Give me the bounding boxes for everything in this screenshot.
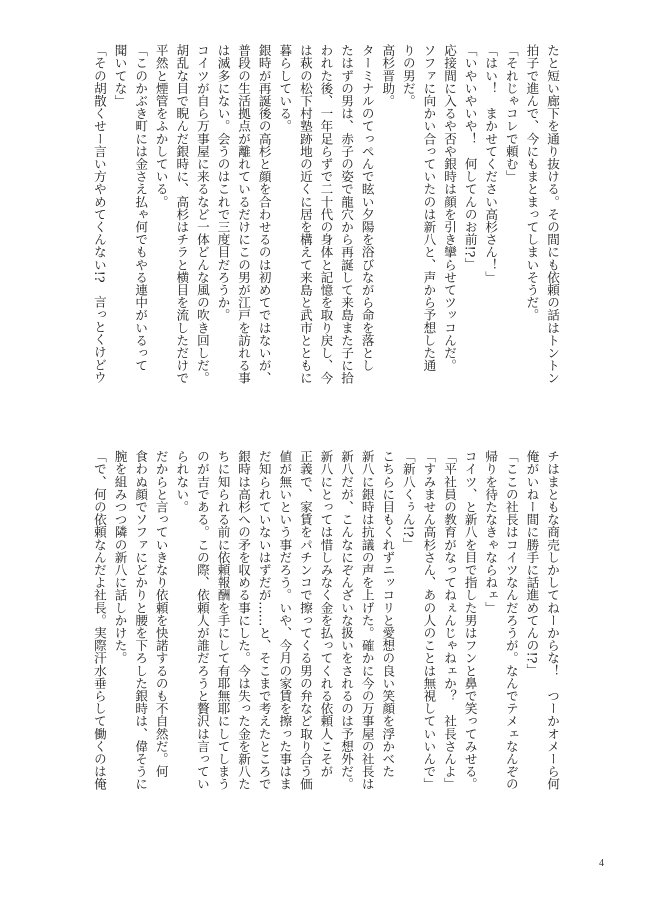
text-line: 銀時が再誕後の高杉と顔を合わせるのは初めてではないが、 [256, 44, 272, 385]
text-line: 値が無いという事だろう。いや、今月の家賃を擦った事はま [277, 450, 293, 791]
text-line: 銀時は高杉への矛を収める事にした。今は失った金を新八た [236, 450, 252, 791]
text-line: 腕を組みつつ隣の新八に話しかけた。 [112, 450, 128, 665]
text-line: だ知られていないはずだが……と、そこまで考えたところで [256, 450, 272, 791]
text-line: 高杉晋助。 [380, 44, 396, 107]
text-line: チはまともな商売しかしてねーからな！ つーかオメーら何 [545, 450, 560, 791]
page-number: 4 [599, 858, 604, 869]
text-line: だからと言っていきなり依頼を快諾するのも不自然だ。何 [153, 450, 169, 778]
text-line: られない。 [174, 450, 190, 513]
text-line: ちに知られる前に依頼報酬を手にして有耶無耶にしてしまう [215, 450, 231, 791]
text-line: コイツ、と新八を目で指した男はフンと鼻で笑ってみせる。 [462, 450, 478, 791]
text-line: 拍子で進んで、今にもまとまってしまいそうだ。 [524, 44, 540, 322]
text-line: 帰りを待たなきゃならねェ」 [483, 450, 499, 614]
text-line: 「平社員の教育がなってねぇんじゃねェか？ 社長さんよ」 [442, 450, 458, 791]
text-line: ターミナルのてっぺんで眩い夕陽を浴びながら命を落とし [359, 44, 375, 372]
text-line: ソファに向かい合っていたのは新八と、声から予想した通 [421, 44, 437, 372]
upper-text-block [22, 44, 562, 449]
text-line: 新八に銀時は抗議の声を上げた。確かに今の万事屋の社長は [359, 450, 375, 791]
text-line: 「いやいやいや！ 何してんのお前!?」 [462, 44, 478, 271]
text-line: たはずの男は、赤子の姿で龍穴から再誕して来島また子に拾 [339, 44, 355, 385]
text-line: たと短い廊下を通り抜ける。その間にも依頼の話はトントン [545, 44, 560, 385]
text-line: のが吉である。この際、依頼人が誰だろうと贅沢は言ってい [194, 450, 210, 791]
text-line: 暮らしている。 [277, 44, 293, 133]
lower-text-block [22, 450, 562, 853]
text-line: 「はい！ まかせてください高杉さん！」 [483, 44, 499, 284]
text-line: コイツが自ら万事屋に来るなど一体どんな風の吹き回しだ。 [194, 44, 210, 385]
text-line: 聞いてな」 [112, 44, 128, 107]
text-line: 「すみません高杉さん、あの人のことは無視していいんで」 [421, 450, 437, 791]
text-line: 平然と煙管をふかしている。 [153, 44, 169, 208]
text-line: 正義で、家賃をパチンコで擦ってくる男の弁など取り合う価 [297, 450, 313, 791]
text-line: こちらに目もくれずニッコリと愛想の良い笑顔を浮かべた [380, 450, 396, 778]
text-line: 新八にとっては惜しみなく金を払ってくれる依頼人こそが [318, 450, 334, 778]
text-line: 「それじゃコレで頼む」 [503, 44, 519, 183]
text-line: りの男だ。 [400, 44, 416, 107]
text-line: 「ここの社長はコイツなんだろうが。なんでテメェなんぞの [503, 450, 519, 791]
text-line: 食わぬ顔でソファにどかりと腰を下ろした銀時は、偉そうに [133, 450, 149, 791]
text-line: 普段の生活拠点が離れているだけにこの男が江戸を訪れる事 [236, 44, 252, 385]
text-line: は萩の松下村塾跡地の近くに居を構えて来島と武市とともに [297, 44, 313, 385]
text-line: 「で、何の依頼なんだよ社長。実際汗水垂らして働くのは俺 [91, 450, 107, 791]
text-line: 胡乱な目で睨んだ銀時に、高杉はチラと横目を流しただけで [174, 44, 190, 385]
text-line: 新八だが、こんなにぞんざいな扱いをされるのは予想外だ。 [339, 450, 355, 791]
text-line: われた後、一年足らずで二十代の身体と記憶を取り戻し、今 [318, 44, 334, 385]
text-line: は滅多にない。会うのはこれで三度目だろうか。 [215, 44, 231, 322]
text-line: 「その胡散くせー言い方やめてくんない!? 言っとくけどウ [91, 44, 107, 384]
text-line: 俺がいねー間に勝手に話進めてんの!?」 [524, 450, 540, 677]
text-line: 「このかぶき町には金さえ払ゃ何でもやる連中がいるって [133, 44, 149, 372]
text-line: 応接間に入るや否や銀時は顔を引き攣らせてツッコんだ。 [442, 44, 458, 372]
text-line: 「新八くぅん!?」 [400, 450, 416, 551]
